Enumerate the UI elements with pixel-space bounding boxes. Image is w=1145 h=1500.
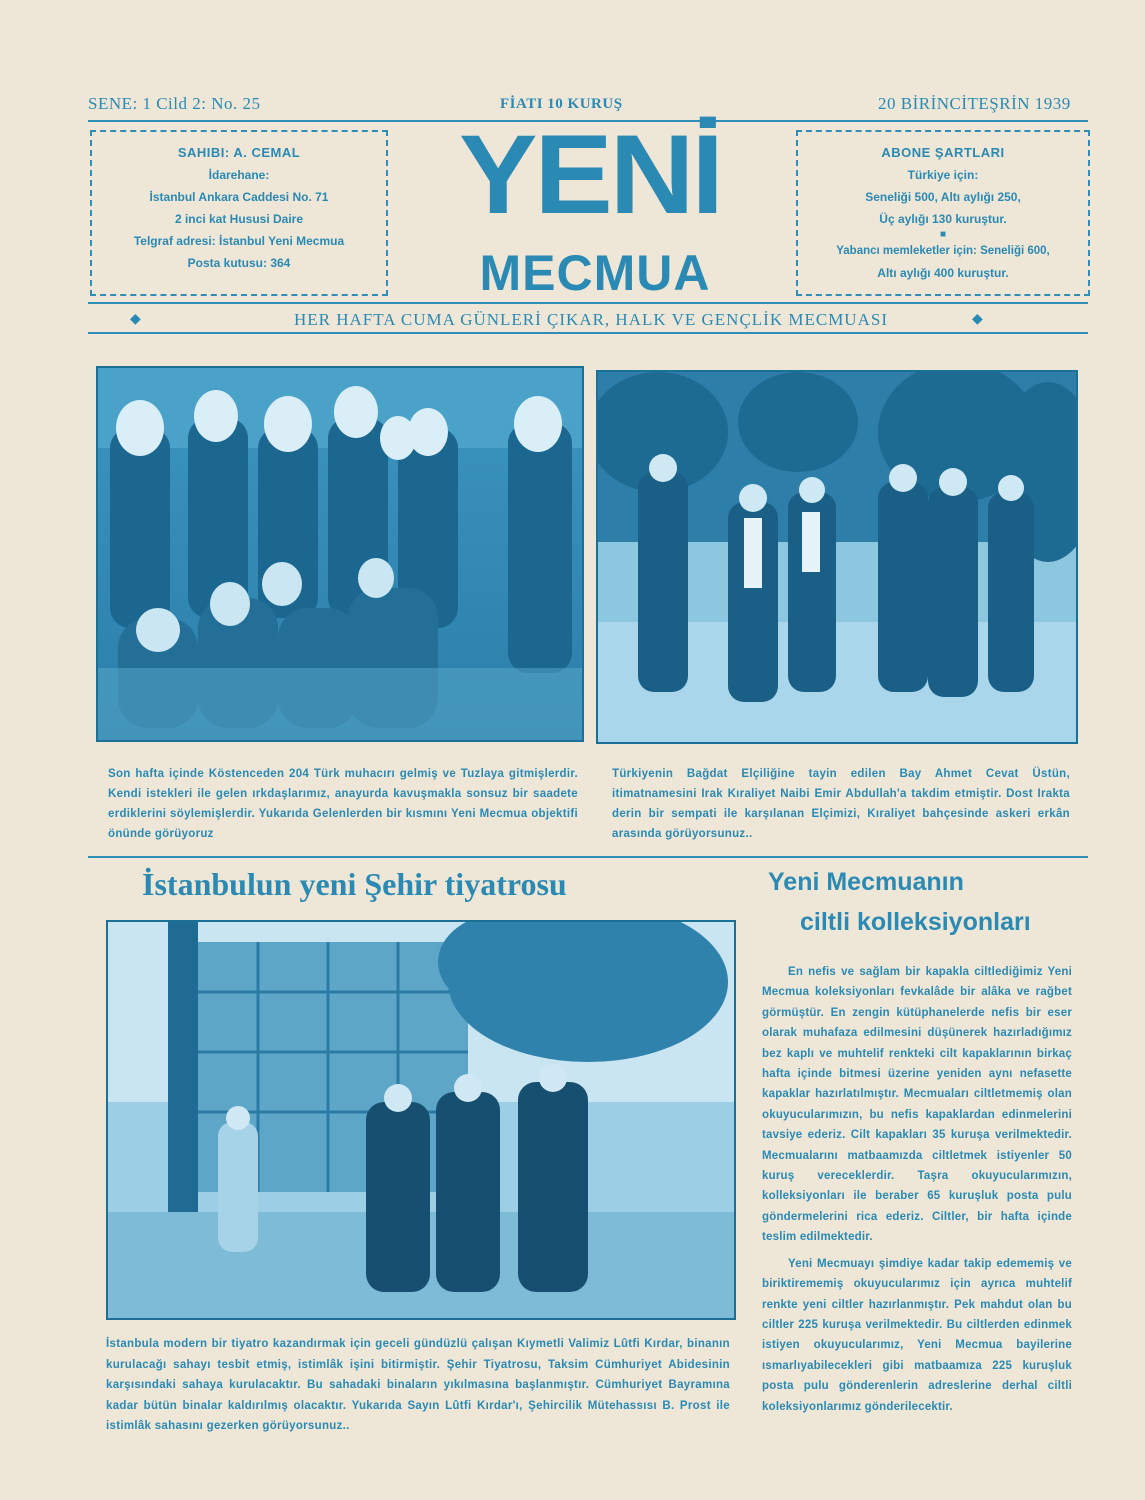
photo-theatre — [106, 920, 736, 1320]
address-line-2: 2 inci kat Hususi Daire — [174, 212, 304, 226]
separator-dot: ■ — [939, 229, 947, 240]
diamond-right: ◆ — [972, 310, 983, 326]
telegraph-address: Telgraf adresi: İstanbul Yeni Mecmua — [133, 234, 345, 248]
headline-theatre: İstanbulun yeni Şehir tiyatrosu — [142, 866, 567, 902]
tagline-rule-bottom — [88, 332, 1088, 334]
caption-theatre: İstanbula modern bir tiyatro kazandırmak için geceli gündüzlü çalışan Kıymetli Valimiz Lûtfi Kırdar, binanın kurulacağı sahayı tesbit etmiş, istimlâk işini bitirmiştir. Şehir Tiyatrosu, Taksim Cümhuriyet Abidesinin karşısındaki sahaya kurulacaktır. Bu sahadaki binaların yıkılmasına başlanmıştır. Cümhuriyet Bayramına kadar bütün binalar kaldırılmış olacaktır. Yukarıda Sayın Lûtfi Kırdar'ı, Şehircilik Mütehassısı B. Prost ile istimlâk sahasını gezerken görüyorsunuz.. — [106, 1338, 730, 1432]
subscription-line-1: Türkiye için: — [907, 168, 979, 182]
tagline-rule-top — [88, 302, 1088, 304]
headline-collections-2: ciltli kolleksiyonları — [800, 908, 1031, 936]
issue-number: SENE: 1 Cild 2: No. 25 — [88, 94, 261, 113]
address-line-1: İstanbul Ankara Caddesi No. 71 — [149, 190, 329, 204]
tagline: HER HAFTA CUMA GÜNLERİ ÇIKAR, HALK VE GENÇLİK MECMUASI — [294, 310, 888, 329]
subscription-line-5: Altı aylığı 400 kuruştur. — [877, 266, 1009, 280]
subscription-line-3: Üç aylığı 130 kuruştur. — [879, 212, 1007, 226]
subscription-line-2: Seneliği 500, Altı aylığı 250, — [865, 190, 1021, 204]
office-label: İdarehane: — [208, 168, 270, 182]
diamond-left: ◆ — [130, 310, 141, 326]
collections-paragraph-2: Yeni Mecmuayı şimdiye kadar takip edememiş ve biriktirememiş okuyucularımız için ayrıca muhtelif renkte yeni ciltler hazırlanmıştır. Pek mahdut olan bu ciltler 225 kuruşa verilmektedir. Bu ciltlerden edinmek istiyen okuyucularımız, Yeni Mecmua bayilerine ısmarlıyabilecekleri gibi matbaamıza 225 kuruşluk posta pulu gönderenlerin adreslerine derhal ciltli koleksiyonlarımız gönderilecektir. — [762, 1257, 1072, 1413]
subscription-head: ABONE ŞARTLARI — [881, 145, 1005, 160]
photo-migrants — [96, 366, 584, 742]
title-yeni: YENİ — [459, 112, 721, 237]
title-mecmua: MECMUA — [479, 245, 711, 301]
issue-date: 20 BİRİNCİTEŞRİN 1939 — [878, 94, 1071, 113]
photo-ambassador — [596, 370, 1078, 744]
price: FİATI 10 KURUŞ — [500, 96, 623, 112]
headline-collections-1: Yeni Mecmuanın — [768, 868, 964, 896]
section-rule — [88, 856, 1088, 858]
subscription-box — [796, 130, 1090, 296]
po-box: Posta kutusu: 364 — [187, 256, 291, 270]
collections-body — [762, 962, 1072, 1423]
publisher-box — [90, 130, 388, 296]
caption-migrants: Son hafta içinde Köstenceden 204 Türk muhacırı gelmiş ve Tuzlaya gitmişlerdir. Kendi istekleri ile gelen ırkdaşlarımız, anayurda kavuşmakla sonsuz bir saadete erdiklerini söylemişlerdir. Yukarıda Gelenlerden bir kısmını Yeni Mecmua objektifi önünde görüyoruz — [108, 768, 578, 840]
collections-paragraph-1: En nefis ve sağlam bir kapakla ciltlediğimiz Yeni Mecmua koleksiyonları fevkalâde bir alâka ve rağbet görmüştür. En zengin kütüphanelerde nefis bir eser olarak muhafaza edilmesini düşünerek hazırladığımız bez kaplı ve muhtelif renkteki cilt kapaklarının birkaç hafta içinde bitmesi üzerine yeniden aynı nefasette kapaklar hazırlatılmıştır. Mecmuaları ciltletmemiş olan okuyucularımızın, bu nefis kapaklardan edinmelerini tavsiye ederiz. Cilt kapakları 35 kuruşa verilmektedir. Mecmualarını matbaamızda ciltletmek istiyenler 50 kuruş vereceklerdir. Taşra okuyucularımızın, kolleksiyonları ile beraber 65 kuruşluk posta pulu göndermelerini rica ederiz. Ciltler, bir hafta içinde teslim edilmektedir. — [762, 966, 1072, 1244]
subscription-line-4: Yabancı memleketler için: Seneliği 600, — [836, 245, 1050, 257]
owner: SAHIBI: A. CEMAL — [177, 145, 301, 160]
caption-ambassador: Türkiyenin Bağdat Elçiliğine tayin edilen Bay Ahmet Cevat Üstün, itimatnamesini Irak Kıraliyet Naibi Emir Abdullah'a takdim etmiştir. Dost Irakta derin bir sempati ile karşılanan Elçimizi, Kıraliyet bahçesinde askeri erkân arasında görüyorsunuz.. — [612, 768, 1070, 840]
